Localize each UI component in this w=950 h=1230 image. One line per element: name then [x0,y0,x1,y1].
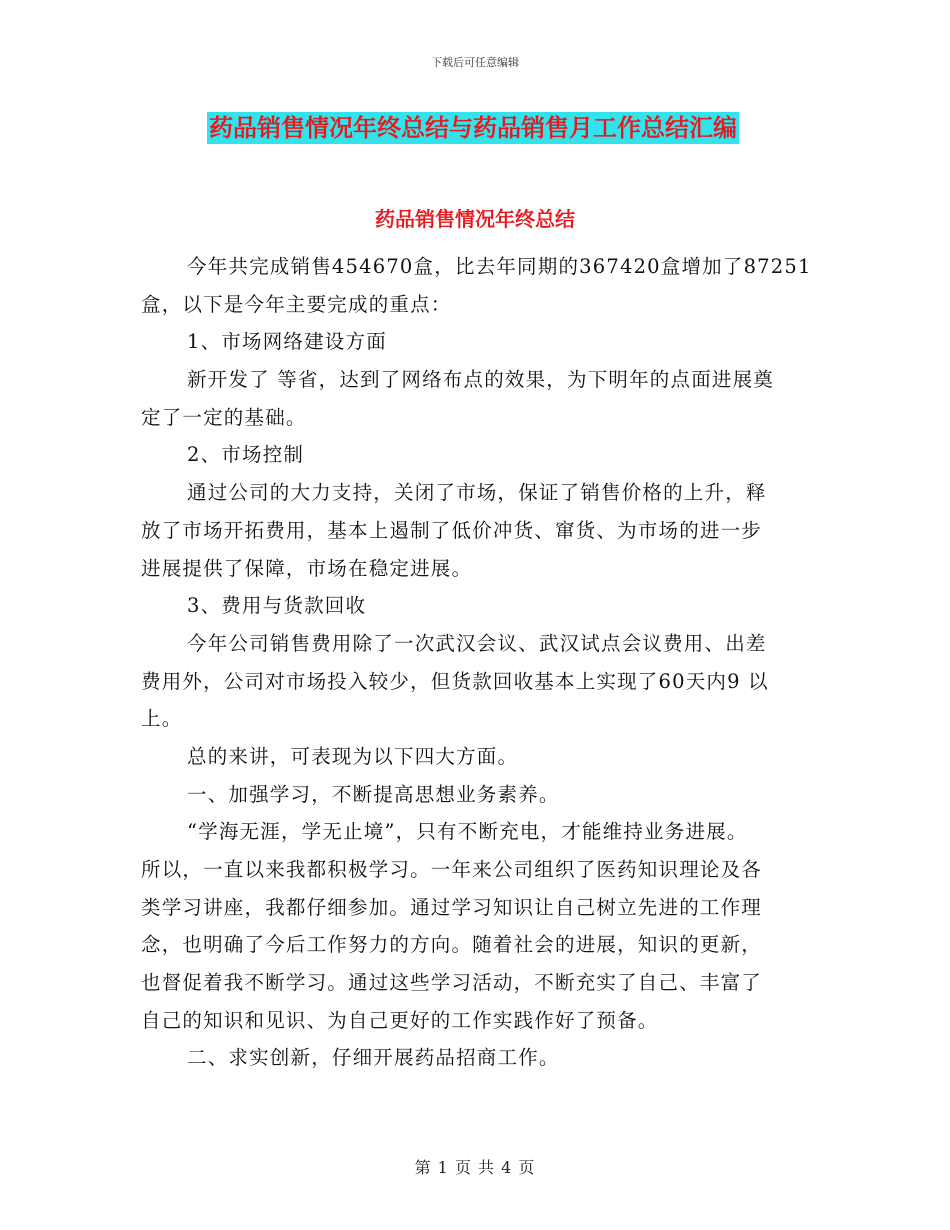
text-line: 进展提供了保障，市场在稳定进展。 [141,556,473,580]
text-line: 一、加强学习，不断提高思想业务素养。 [187,782,560,806]
document-main-title: 药品销售情况年终总结与药品销售月工作总结汇编 [209,114,737,142]
text-line: “学海无涯，学无止境”，只有不断充电，才能维持业务进展。 [187,820,748,844]
text-line: 念，也明确了今后工作努力的方向。随着社会的进展，知识的更新， [141,933,763,957]
text-line: 通过公司的大力支持，关闭了市场，保证了销售价格的上升，释 [187,481,767,505]
text-line: 盒，以下是今年主要完成的重点： [141,292,452,316]
page-footer: 第 1 页 共 4 页 [414,1158,536,1177]
text-line: 今年公司销售费用除了一次武汉会议、武汉试点会议费用、出差 [187,631,767,655]
text-line: 1、市场网络建设方面 [187,330,387,354]
text-line: 费用外，公司对市场投入较少，但货款回收基本上实现了60天内9 以 [141,669,769,693]
text-line: 今年共完成销售454670盒，比去年同期的367420盒增加了87251 [187,255,812,278]
section-title: 药品销售情况年终总结 [375,207,575,231]
body-text [141,248,811,1077]
text-line: 类学习讲座，我都仔细参加。通过学习知识让自己树立先进的工作理 [141,895,763,919]
page-header-note: 下载后可任意编辑 [431,56,519,69]
text-line: 所以，一直以来我都积极学习。一年来公司组织了医药知识理论及各 [141,858,763,881]
text-line: 也督促着我不断学习。通过这些学习活动，不断充实了自己、丰富了 [141,971,763,995]
text-line: 上。 [141,707,183,731]
text-line: 新开发了 等省，达到了网络布点的效果，为下明年的点面进展奠 [187,368,774,392]
text-line: 二、求实创新，仔细开展药品招商工作。 [187,1046,560,1070]
text-line: 2、市场控制 [187,443,305,467]
text-line: 定了一定的基础。 [141,405,307,429]
text-line: 总的来讲，可表现为以下四大方面。 [187,744,519,768]
text-line: 3、费用与货款回收 [187,594,367,618]
text-line: 放了市场开拓费用，基本上遏制了低价冲货、窜货、为市场的进一步 [141,518,763,542]
text-line: 自己的知识和见识、为自己更好的工作实践作好了预备。 [141,1008,659,1032]
